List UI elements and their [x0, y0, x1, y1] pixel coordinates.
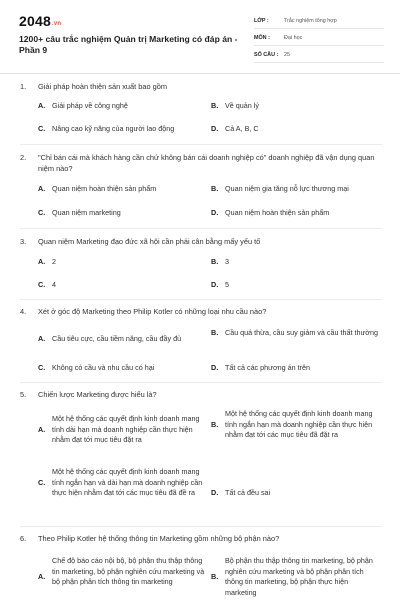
question-divider	[20, 526, 382, 527]
question-number: 3.	[20, 237, 27, 246]
option-letter: C.	[38, 280, 46, 289]
option-letter: B.	[211, 419, 219, 429]
option-b[interactable]	[211, 556, 381, 598]
question-divider	[20, 382, 382, 383]
question-text: Quan niệm Marketing đạo đức xã hội cần phải cân bằng mấy yếu tố	[38, 237, 261, 246]
option-letter: A.	[38, 184, 46, 193]
meta-class-row	[254, 14, 384, 29]
option-d[interactable]	[211, 208, 381, 219]
option-text: 3	[225, 257, 229, 266]
option-letter: A.	[38, 101, 46, 110]
option-text: 5	[225, 280, 229, 289]
option-a[interactable]	[38, 184, 198, 195]
option-text: Tất cả các phương án trên	[225, 363, 311, 372]
option-letter: A.	[38, 424, 46, 434]
logo-text: 2048	[19, 13, 51, 29]
option-a[interactable]	[38, 414, 206, 446]
option-text: Về quản lý	[225, 101, 259, 110]
question-divider	[20, 228, 382, 229]
option-text: 2	[52, 257, 56, 266]
option-text: Quan niệm hoàn thiện sản phẩm	[225, 208, 330, 217]
option-b[interactable]	[211, 184, 381, 195]
meta-count-row	[254, 48, 384, 63]
option-letter: D.	[211, 363, 219, 372]
option-letter: B.	[211, 101, 219, 110]
option-letter: C.	[38, 208, 46, 217]
document-header	[0, 0, 400, 70]
option-text: Chế độ báo cáo nội bộ, bộ phận thu thập thông tin marketing, bộ phận nghiên cứu marketing và bộ phận phân tích thông tin marketing	[52, 556, 205, 586]
option-a[interactable]	[38, 556, 206, 588]
question-number: 5.	[20, 390, 27, 399]
logo-domain: .vn	[51, 21, 62, 27]
option-text: Cầu tiêu cực, cầu tiềm năng, cầu đầy đủ	[52, 334, 182, 343]
option-a[interactable]	[38, 334, 203, 345]
option-b[interactable]	[211, 101, 381, 112]
option-letter: B.	[211, 184, 219, 193]
option-text: Bộ phận thu thập thông tin marketing, bộ phận nghiên cứu marketing và bộ phận phân tích thông tin marketing, bộ phận thực hiện marketing	[225, 556, 373, 597]
option-text: Tất cả đều sai	[225, 488, 271, 497]
option-c[interactable]	[38, 208, 198, 219]
question-1	[20, 81, 382, 92]
option-a[interactable]	[38, 101, 198, 112]
question-number: 1.	[20, 82, 27, 91]
option-text: Quan niệm marketing	[52, 208, 121, 217]
option-text: Một hệ thống các quyết định kinh doanh mang tính ngắn hạn và dài hạn mà doanh nghiệp cần thực hiện nhằm đạt tới các mục tiêu đã đề ra	[52, 467, 203, 497]
meta-count-label: SỐ CÂU :	[254, 51, 279, 58]
option-letter: D.	[211, 280, 219, 289]
question-divider	[20, 299, 382, 300]
question-text: Chiến lược Marketing được hiểu là?	[38, 390, 157, 399]
meta-count-value: 25	[284, 51, 290, 58]
option-letter: A.	[38, 572, 46, 581]
question-2	[20, 152, 382, 174]
meta-subject-row	[254, 31, 384, 46]
option-letter: D.	[211, 124, 219, 133]
option-text: Quan niệm gia tăng nỗ lực thương mại	[225, 184, 349, 193]
option-d[interactable]	[211, 124, 381, 135]
option-text: Cầu quá thừa, cầu suy giảm và cầu thất thường	[225, 328, 378, 337]
question-text: "Chỉ bán cái mà khách hàng cần chứ không bán cái doanh nghiệp có" doanh nghiệp đã vận dụng quan niệm nào?	[38, 153, 375, 173]
meta-subject-label: MÔN :	[254, 34, 270, 41]
option-letter: C.	[38, 477, 46, 487]
option-text: Giải pháp về công nghệ	[52, 101, 128, 110]
option-text: Một hệ thống các quyết định kinh doanh mang tính ngắn hạn mà doanh nghiệp cần thực hiện nhằm đạt tới các mục tiêu đã đặt ra	[225, 409, 373, 439]
question-number: 2.	[20, 153, 27, 162]
option-d[interactable]	[211, 488, 381, 499]
question-text: Theo Philip Kotler hệ thống thông tin Marketing gồm những bộ phận nào?	[38, 534, 280, 543]
option-b[interactable]	[211, 257, 381, 268]
option-a[interactable]	[38, 257, 198, 268]
option-letter: B.	[211, 328, 219, 337]
document-title: 1200+ câu trắc nghiệm Quản trị Marketing có đáp án - Phần 9	[19, 34, 238, 55]
option-c[interactable]	[38, 467, 206, 499]
question-divider	[20, 144, 382, 145]
option-letter: D.	[211, 208, 219, 217]
option-letter: A.	[38, 257, 46, 266]
meta-subject-value: Đại học	[284, 34, 303, 41]
option-letter: D.	[211, 488, 219, 497]
question-number: 4.	[20, 307, 27, 316]
option-d[interactable]	[211, 280, 381, 291]
option-text: Nâng cao kỹ năng của người lao động	[52, 124, 175, 133]
meta-class-value: Trắc nghiệm tổng hợp	[284, 17, 337, 24]
site-logo[interactable]	[19, 13, 61, 29]
question-number: 6.	[20, 534, 27, 543]
option-text: Không có cầu và nhu cầu có hại	[52, 363, 155, 372]
option-letter: C.	[38, 363, 46, 372]
option-c[interactable]	[38, 363, 203, 374]
option-d[interactable]	[211, 363, 381, 374]
option-text: Quan niệm hoàn thiện sản phẩm	[52, 184, 157, 193]
question-text: Giải pháp hoàn thiện sản xuất bao gồm	[38, 82, 168, 91]
option-letter: C.	[38, 124, 46, 133]
option-b[interactable]	[211, 328, 381, 339]
option-letter: A.	[38, 334, 46, 343]
question-3	[20, 236, 382, 247]
meta-class-label: LỚP :	[254, 17, 269, 24]
option-c[interactable]	[38, 124, 198, 135]
question-text: Xét ở góc độ Marketing theo Philip Kotler có những loại nhu cầu nào?	[38, 307, 267, 316]
header-divider	[0, 73, 400, 74]
option-text: 4	[52, 280, 56, 289]
question-4	[20, 306, 382, 317]
option-text: Cả A, B, C	[225, 124, 259, 133]
question-5	[20, 389, 382, 400]
option-b[interactable]	[211, 409, 381, 441]
option-letter: B.	[211, 572, 219, 581]
question-6	[20, 533, 382, 544]
option-text: Một hệ thống các quyết định kinh doanh mang tính dài hạn mà doanh nghiệp cần thực hiện nhằm đạt tới mục tiêu đặt ra	[52, 414, 200, 444]
document-meta	[254, 14, 384, 65]
option-letter: B.	[211, 257, 219, 266]
option-c[interactable]	[38, 280, 198, 291]
